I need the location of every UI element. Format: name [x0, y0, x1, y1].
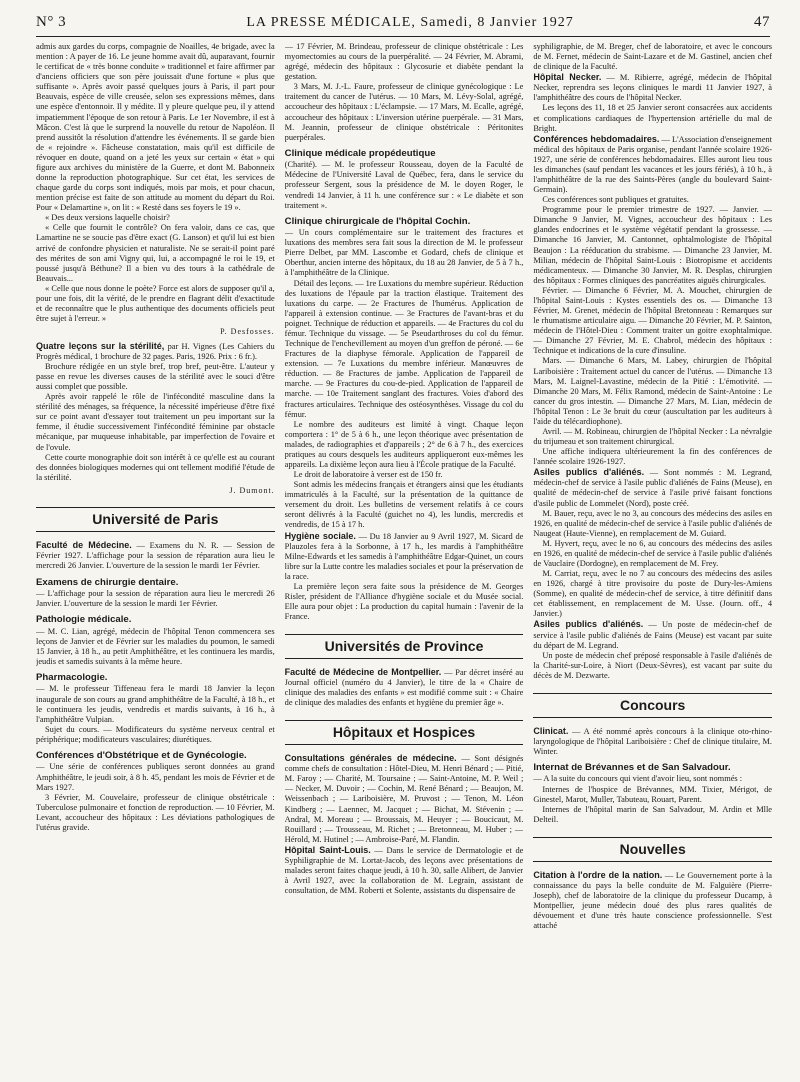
item-title: Faculté de Médecine.	[36, 540, 132, 551]
paragraph: syphiligraphie, de M. Breger, chef de laboratoire, et avec le concours de M. Fernet, médecin de Saint-Lazare et de M. Gastinel, ancien chef de clinique de la Faculté.	[533, 42, 773, 72]
section-heading-hopitaux-hospices: Hôpitaux et Hospices	[285, 720, 524, 745]
paragraph: Après avoir rappelé le rôle de l'infécondité masculine dans la stérilité des ménages, sa fréquence, la nécessité impérieuse d'être fixé sur ce point avant d'essayer tout traitement un peu important sur la femme, il étudie successivement l'infécondité féminine par obstacle mécanique, par muqueuse inhabitable, par imperfection de l'ovaire et de l'ovule.	[36, 392, 275, 452]
item-title: Pathologie médicale.	[36, 614, 132, 626]
item-title: Clinique chirurgicale de l'hôpital Cochin.	[284, 215, 471, 227]
journal-title: LA PRESSE MÉDICALE, Samedi, 8 Janvier 1927	[246, 15, 574, 30]
item-title: Conférences d'Obstétrique et de Gynécologie.	[36, 749, 247, 761]
page-header	[36, 14, 770, 37]
paragraph: M. Hyvert, reçu, avec le no 6, au concours des médecins des asiles en 1926, en qualité de médecin-chef de service à l'asile public d'aliénés de Vauclaire (Dordogne), en remplacement de M. Frey.	[533, 538, 773, 568]
item-title: Faculté de Médecine de Montpellier.	[284, 667, 442, 678]
paragraph: « Celle que nous donne le poète? Force est alors de supposer qu'il a, pour une fois, dit la vérité, de le prendre en flagrant délit d'exactitude et de reconnaître que le plus authentique des documents officiels peut être sujet à l'erreur. »	[36, 283, 275, 324]
item-text: (Charité). — M. le professeur Rousseau, doyen de la Faculté de Médecine de l'Université Laval de Québec, fera, dans le service du professeur Sergent, sous la présidence de M. le doyen Roger, le vendredi 14 Janvier, à 11 h. une conférence sur : « Le diabète et son traitement ».	[284, 160, 524, 210]
item-text: — Un poste de médecin-chef de service à l'asile public d'aliénés de Fains (Meuse) est vacant par suite du départ de M. Legrand.	[533, 620, 773, 650]
item-title: Citation à l'ordre de la nation.	[533, 869, 663, 880]
paragraph: Une affiche indiquera ultérieurement la fin des conférences de l'année scolaire 1926-1927.	[533, 447, 773, 467]
author-signature: P. Desfosses.	[220, 327, 275, 337]
item-text: — L'affichage pour la session de réparation aura lieu le mercredi 26 Janvier. L'ouverture de la session le mardi 1er Février.	[36, 589, 275, 609]
item-title: Hôpital Necker.	[533, 72, 602, 83]
item-text: — Examens du N. R. — Session de Février 1927. L'affichage pour la session de réparation aura lieu le mercredi 26 Janvier. L'ouverture de la session le mardi 1er Février.	[36, 541, 275, 571]
item-text: Internes de l'hospice de Brévannes, MM. Tixier, Mérigot, de Ginestel, Marot, Muller, Tabuteau, Rouart, Parent.	[533, 784, 773, 804]
page-issue-number: N° 3	[36, 14, 67, 30]
item-text: — Le Gouvernement porte à la connaissance du pays la belle conduite de M. Falguière (Pierre-Joseph), chef de laboratoire de la clinique du professeur Ducamp, à Montpellier, jeune médecin doué des plus rares qualités de dévouement et d'une très haute conscience professionnelle. S'est attaché	[533, 870, 773, 931]
paragraph: Avril. — M. Robineau, chirurgien de l'hôpital Necker : La névralgie du trijumeau et son traitement chirurgical.	[533, 426, 773, 447]
paragraph: M. Carriat, reçu, avec le no 7 au concours des médecins des asiles en 1926, chargé à titre provisoire du poste de Dury-les-Amiens (Somme), en qualité de médecin-chef de service, à titre définitif dans cet établissement, en remplacement de M. Usse. (Journ. off., 4 Janvier.)	[533, 569, 773, 619]
item-title: Clinicat.	[533, 725, 569, 736]
item-text: 3 Février, M. Couvelaire, professeur de clinique obstétricale : Tuberculose pulmonaire et fonction de reproduction. — 10 Février, M. Levant, accoucheur des hôpitaux : Les déviations pathologiques de l'utérus gravide.	[36, 792, 275, 832]
paragraph: Détail des leçons. — 1re Luxations du membre supérieur. Réduction des luxations de l'épaule par la traction élastique. Traitement des luxations du carpe. — 2e Fractures de l'humérus. Application de l'appareil à extension continue. — 3e Fractures de l'avant-bras et du poignet. Technique de réduction et appareils. — 4e Fractures du col du fémur. Technique du vissage. — 5e Pseudarthroses du col du fémur. Technique de l'enchevillement au moyen d'un greffon de péroné. — 6e Fractures de la diaphyse fémorale. Application de l'appareil de extension. — 7e Luxations du membre inférieur. Manœuvres de réduction. — 8e Fractures de jambe. Application de l'appareil de marche. — 9e Fractures du cou-de-pied. Application de l'appareil de marche. — 10e Traitement sanglant des fractures. Voies d'abord des fractures articulaires. Technique des ostéosynthèses. Vissage du col du fémur.	[284, 278, 524, 419]
paragraph: M. Bauer, reçu, avec le no 3, au concours des médecins des asiles en 1926, en qualité de médecin-chef de service à l'asile public d'aliénés de Naugeat (Haute-Vienne), en remplacement de M. Guiard.	[533, 508, 773, 538]
section-heading-concours: Concours	[533, 693, 772, 718]
item-title: Hôpital Saint-Louis.	[284, 844, 371, 855]
item-title: Conférences hebdomadaires.	[533, 133, 660, 144]
paragraph: 3 Mars, M. J.-L. Faure, professeur de clinique gynécologique : Le traitement du cancer de l'utérus. — 10 Mars, M. Lévy-Solal, agrégé, accoucheur des hôpitaux : L'éclampsie. — 17 Mars, M. Ecalle, agrégé, accoucheur des hôpitaux : L'inversion utérine puerpérale. — 31 Mars, M. Jeannin, professeur de clinique obstétricale : Péritonites puerpérales.	[284, 82, 524, 142]
paragraph: Cette courte monographie doit son intérêt à ce qu'elle est au courant des données biologiques modernes qui ont tellement modifié l'étude de la stérilité.	[36, 452, 275, 482]
item-text: — Sont nommés : M. Legrand, médecin-chef de service à l'asile public d'aliénés de Fains (Meuse), en qualité de médecin-chef de service à l'asile privé faisant fonctions d'asile public de Lommelet (Nord), poste créé.	[533, 468, 773, 508]
paragraph: Ces conférences sont publiques et gratuites.	[542, 195, 689, 205]
item-title: Asiles publics d'aliénés.	[533, 467, 645, 478]
item-text: — M. le professeur Tiffeneau fera le mardi 18 Janvier la leçon inaugurale de son cours au grand amphithéâtre de la Faculté, à 18 h., et le continuera les jeudis, vendredis et mardis suivants, à 16 h., à l'amphithéâtre Vulpian.	[36, 684, 275, 724]
item-text: — M. Ribierre, agrégé, médecin de l'hôpital Necker, reprendra ses leçons cliniques le mardi 11 Janvier 1927, à l'amphithéâtre des cours de l'hôpital Necker.	[533, 73, 773, 103]
item-text: — Du 18 Janvier au 9 Avril 1927, M. Sicard de Plauzoles fera à la Sorbonne, à 17 h., les mardis à l'amphithéâtre Milne-Edwards et les samedis à l'amphithéâtre Edgar-Quinet, un cours libre sur la Lutte contre les maladies sociales et pour la préservation de la race.	[284, 531, 524, 581]
paragraph: Brochure rédigée en un style bref, trop bref, peut-être. L'auteur y passe en revue les diverses causes de la stérilité avec le souci d'être aussi complet que possible.	[36, 361, 275, 392]
paragraph: Les leçons des 11, 18 et 25 Janvier seront consacrées aux accidents et complications cardiaques de l'hypertension artérielle du mal de Bright.	[533, 103, 773, 133]
item-text: Sujet du cours. — Modificateurs du système nerveux central et périphérique; modificateurs vasculaires; diurétiques.	[36, 724, 275, 744]
paragraph: La première leçon sera faite sous la présidence de M. Georges Risler, président de l'Alliance d'hygiène sociale et du Musée social. Elle aura pour objet : La production du capital humain : l'avenir de la France.	[284, 581, 524, 622]
item-title: Hygiène sociale.	[284, 530, 356, 541]
item-title: Examens de chirurgie dentaire.	[36, 576, 179, 588]
item-text: — Dans le service de Dermatologie et de Syphiligraphie de M. Lortat-Jacob, des leçons avec présentations de malades seront faites chaque jeudi, à 10 h. 30, salle Alibert, de Janvier à Avril 1927, avec la collaboration de M. Legrain, assistant de consultation, de MM. Roberti et Solente, assistants du dispensaire de	[284, 845, 524, 896]
paragraph: Mars. — Dimanche 6 Mars, M. Labey, chirurgien de l'hôpital Lariboisière : Traitement actuel du cancer de l'utérus. — Dimanche 13 Mars, M. Laignel-Lavastine, médecin de la Pitié : L'émotivité. — Dimanche 20 Mars, M. Félix Ramond, médecin de Saint-Antoine : Le cancer du gros intestin. — Dimanche 27 Mars, M. Lian, médecin de l'hôpital Tenon : Le 3e bruit du cœur (auscultation par les auditeurs à l'aide du télécardiophone).	[533, 356, 773, 426]
paragraph: Le droit de laboratoire à verser est de 150 fr.	[293, 470, 443, 480]
article-columns	[36, 42, 772, 1072]
paragraph: « Des deux versions laquelle choisir?	[45, 213, 170, 223]
item-title: Asiles publics d'aliénés.	[533, 619, 644, 630]
paragraph: Programme pour le premier trimestre de 1927. — Janvier. — Dimanche 9 Janvier, M. Vignes, accoucheur des hôpitaux : Les glandes endocrines et le système végétatif pendant la grossesse. — Dimanche 16 Janvier, M. Cantonnet, ophtalmologiste de l'hôpital Beaujon : La rééducation du strabisme. — Dimanche 23 Janvier, M. Milian, médecin de l'hôpital Saint-Louis : Biotropisme et accidents médicamenteux. — Dimanche 30 Janvier, M. R. Desplas, chirurgien des hôpitaux : Formes cliniques des pancréatites aiguës chirurgicales.	[533, 205, 773, 285]
item-text: — L'Association d'enseignement médical des hôpitaux de Paris organise, pendant l'année scolaire 1926-1927, une série de conférences hebdomadaires. Elles auront lieu tous les dimanches (sauf pendant les vacances et les jours fériés), à 10 h., à l'amphithéâtre de la rue des Saints-Pères (angle du boulevard Saint-Germain).	[533, 134, 773, 195]
item-text: — A la suite du concours qui vient d'avoir lieu, sont nommés :	[533, 774, 743, 784]
paragraph: « Celle que fournit le contrôle? On fera valoir, dans ce cas, que Lamartine ne se soucie pas d'être exact (G. Lanson) et qu'il lui est bien arrivé de confondre physicien et naturaliste. Ne se serait-il point paré des mérites de son ami Vigny qui, lui, a accompagné le roi le 19, et poussé jusqu'à Béthune? Il a bien vu des tours à la cathédrale de Beauvais...	[36, 223, 275, 283]
column-1	[36, 42, 275, 1072]
book-title: Quatre leçons sur la stérilité,	[36, 340, 165, 351]
paragraph: Février. — Dimanche 6 Février, M. A. Mouchet, chirurgien de l'hôpital Saint-Louis : Kystes essentiels des os. — Dimanche 13 Février, M. Grenet, médecin de l'hôpital Bretonneau : Remarques sur le rhumatisme articulaire aigu. — Dimanche 20 Février, M. P. Sainton, médecin de l'Hôtel-Dieu : Comment traiter un goitre exophtalmique. — Dimanche 27 Février, M. E. Chabrol, médecin des hôpitaux : Technique et indications de la cure d'insuline.	[533, 285, 773, 356]
column-2	[285, 42, 524, 1072]
item-text: — A été nommé après concours à la clinique oto-rhino-laryngologique de l'hôpital Lariboisière : Chef de clinique titulaire, M. Winter.	[533, 726, 773, 756]
page-number: 47	[754, 14, 770, 30]
section-heading-universite-paris: Université de Paris	[36, 507, 275, 532]
item-text: — M. C. Lian, agrégé, médecin de l'hôpital Tenon commencera ses leçons de Janvier et de Février sur les maladies du poumon, le samedi 15 Janvier, à 18 h., au petit Amphithéâtre, et les continuera les mardis, jeudis et samedis suivants à la même heure.	[36, 626, 275, 666]
paragraph: Un poste de médecin chef préposé responsable à l'asile d'aliénés de la Charité-sur-Loire, à Niort (Deux-Sèvres), est vacant par suite du décès de M. Dezwarte.	[533, 650, 773, 680]
item-title: Clinique médicale propédeutique	[284, 147, 436, 159]
item-text: — Une série de conférences publiques seront données au grand Amphithéâtre, le jeudi soir, à 8 h. 45, pendant les mois de Février et de Mars 1927.	[36, 762, 275, 792]
paragraph: Le nombre des auditeurs est limité à vingt. Chaque leçon comportera : 1° de 5 à 6 h., une leçon théorique avec présentation de malades, de radiographies et d'appareils ; 2° de 6 à 7 h., des exercices pratiques au cours desquels les auditeurs appliqueront eux-mêmes les appareils. La dixième leçon aura lieu à l'École pratique de la Faculté.	[284, 419, 524, 469]
item-text: — Par décret inséré au Journal officiel (numéro du 4 Janvier), le titre de la « Chaire de clinique des maladies des enfants » est modifié comme suit : « Chaire de clinique des maladies des enfants et hygiène du premier âge ».	[284, 668, 524, 708]
paragraph: Sont admis les médecins français et étrangers ainsi que les étudiants immatriculés à la Faculté, sur la présentation de la quittance de versement du droit. Les bulletins de versement relatifs à ce cours seront délivrés à la Faculté (guichet no 4), les lundis, mercredis et vendredis, de 15 à 17 h.	[284, 480, 524, 530]
paragraph: admis aux gardes du corps, compagnie de Noailles, 4e brigade, avec la mention : A payer de 16. Le jeune homme avait dû, auparavant, fournir le certificat de « très bonne conduite » traditionnel et faire affirmer par d'anciens officiers que son père jouissait d'une fortune « plus que suffisante ». Après avoir passé quelques jours à Paris, il part pour Beauvais, espèce de ville creusée, selon ses expressions mêmes, dans une espèce d'entonnoir. Il y médite. Il y pleure quelque peu, il y attend impatiemment l'époque de son retour à Paris. Le 1er Novembre, il est à Mâcon. C'est là que le surprend la nouvelle du retour de Napoléon. Il prend aussitôt la résolution d'attendre les événements. Il se garde bien de « rejoindre ». Fâcheuse constatation, mais qu'il est difficile de révoquer en doute, quand on a jeté les yeux sur certain « état » qui figure aux archives du ministère de la Guerre, et dont M. Babonneix donne la reproduction photographique. Sur cet état, les services de chaque garde du corps sont indiqués, mois par mois, et pour chacun, mention précise est faite de son attitude au moment du départ du Roi. Pour « Delamartine », on lit : « Resté dans ses foyers le 19 ».	[36, 42, 275, 213]
item-title: Consultations générales de médecine.	[284, 753, 457, 764]
section-heading-nouvelles: Nouvelles	[533, 837, 772, 862]
item-text: — Un cours complémentaire sur le traitement des fractures et luxations des membres sera fait sous la direction de M. le professeur Pierre Delbet, par MM. Lascombe et Godard, chefs de clinique et Oberthur, ancien interne des hôpitaux, du 18 au 28 Janvier, de 5 à 7 h., à l'amphithéâtre de la Clinique.	[284, 228, 524, 278]
item-title: Pharmacologie.	[36, 671, 108, 683]
column-3	[533, 42, 772, 1072]
item-text: — Sont désignés comme chefs de consultation : Hôtel-Dieu, M. Henri Bénard ; — Pitié, M. Faroy ; — Charité, M. Toursaine ; — Saint-Antoine, M. P. Weil ; — Necker, M. Duvoir ; — Cochin, M. René Bénard ; — Beaujon, M. Weissenbach ; — Lariboisière, M. Pruvost ; — Tenon, M. Léon Kindberg ; — Laennec, M. Jacquet ; — Bichat, M. Stévenin ; — Andral, M. Moreau ; — Broussais, M. Heuyer ; — Boucicaut, M. Rouillard ; — Trousseau, M. Richet ; — Bretonneau, M. Huber ; — Hérold, M. Hutinel ; — Ambroise-Paré, M. Flandin.	[284, 754, 524, 844]
book-reference: par H. Vignes (Les Cahiers du Progrès médical, 1 brochure de 32 pages. Paris, 1926. Prix : 6 fr.).	[36, 341, 275, 361]
item-title: Internat de Brévannes et de San Salvadour.	[533, 761, 731, 773]
section-heading-universites-province: Universités de Province	[285, 634, 524, 659]
item-text: Internes de l'hôpital marin de San Salvadour, M. Ardin et Mlle Delteil.	[533, 804, 773, 824]
paragraph: — 17 Février, M. Brindeau, professeur de clinique obstétricale : Les myomectomies au cours de la puerpéralité. — 24 Février, M. Abrami, agrégé, médecin des hôpitaux : Glycosurie et diabète pendant la gestation.	[284, 42, 524, 82]
author-signature: J. Dumont.	[229, 485, 275, 495]
